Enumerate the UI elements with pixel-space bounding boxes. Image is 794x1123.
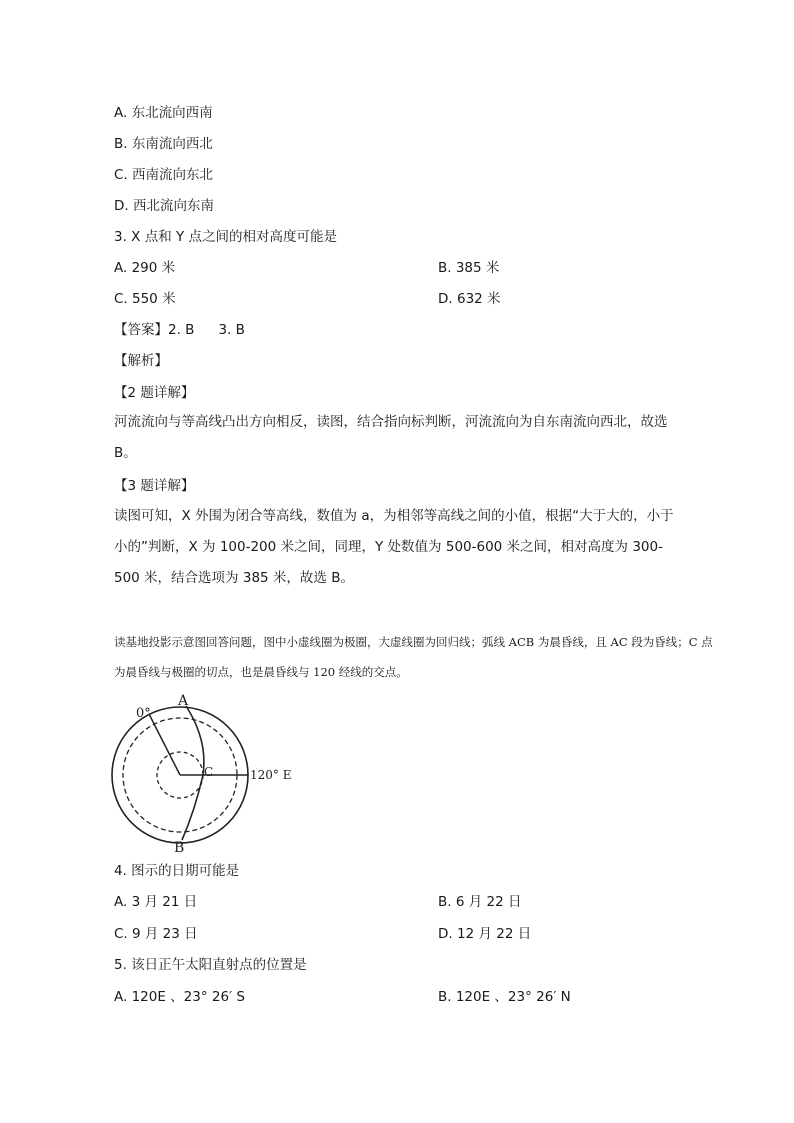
q3-detail-text: 读图可知，X 外围为闭合等高线，数值为 a，为相邻等高线之间的小值，根据“大于大的，小于小的”判断，X 为 100-200 米之间，同理，Y 处数值为 500-600 米之间，相对高度为 300-500 米，结合选项为 385 米，故选 B。 <box>114 508 674 586</box>
answer-label: 【答案】 <box>114 322 168 338</box>
q2-detail-label: 【2 题详解】 <box>114 385 195 401</box>
terminator-arc-acb <box>182 706 204 840</box>
q3-option-d: D. 632 米 <box>438 291 501 307</box>
q2-option-c: C. 西南流向东北 <box>114 167 214 183</box>
q3-option-a: A. 290 米 <box>114 260 176 276</box>
q4-option-d: D. 12 月 22 日 <box>438 926 532 942</box>
analysis-label: 【解析】 <box>114 353 168 369</box>
label-b: B <box>174 840 185 855</box>
label-120e: 120° E <box>250 768 292 782</box>
label-0-degree: 0° <box>136 706 151 721</box>
q3-option-b: B. 385 米 <box>438 260 500 276</box>
q2-option-d: D. 西北流向东南 <box>114 198 214 214</box>
q5-stem: 5. 该日正午太阳直射点的位置是 <box>114 957 307 973</box>
q5-option-a: A. 120E 、23° 26′ S <box>114 989 245 1005</box>
q4-option-c: C. 9 月 23 日 <box>114 926 198 942</box>
label-c: C <box>204 765 214 779</box>
diagram-intro: 读基地投影示意图回答问题，图中小虚线圈为极圈，大虚线圈为回归线；弧线 ACB 为晨昏线，且 AC 段为昏线；C 点为晨昏线与极圈的切点，也是晨昏线与 120 经线的交点。 <box>114 635 713 679</box>
answer-3: 3. B <box>218 322 245 338</box>
q2-option-b: B. 东南流向西北 <box>114 136 213 152</box>
q3-stem: 3. X 点和 Y 点之间的相对高度可能是 <box>114 229 338 245</box>
q2-detail-text: 河流流向与等高线凸出方向相反，读图，结合指向标判断，河流流向为自东南流向西北，故选 B。 <box>114 414 668 461</box>
q2-option-a: A. 东北流向西南 <box>114 105 213 121</box>
answer-2: 2. B <box>168 322 195 338</box>
label-a: A <box>178 693 189 709</box>
q4-option-b: B. 6 月 22 日 <box>438 894 522 910</box>
q4-stem: 4. 图示的日期可能是 <box>114 863 240 879</box>
q4-option-a: A. 3 月 21 日 <box>114 894 198 910</box>
q5-option-b: B. 120E 、23° 26′ N <box>438 989 571 1005</box>
q3-option-c: C. 550 米 <box>114 291 176 307</box>
answer-line <box>114 321 245 339</box>
q3-detail-label: 【3 题详解】 <box>114 478 195 494</box>
meridian-0 <box>149 714 180 775</box>
polar-projection-diagram <box>110 690 310 855</box>
